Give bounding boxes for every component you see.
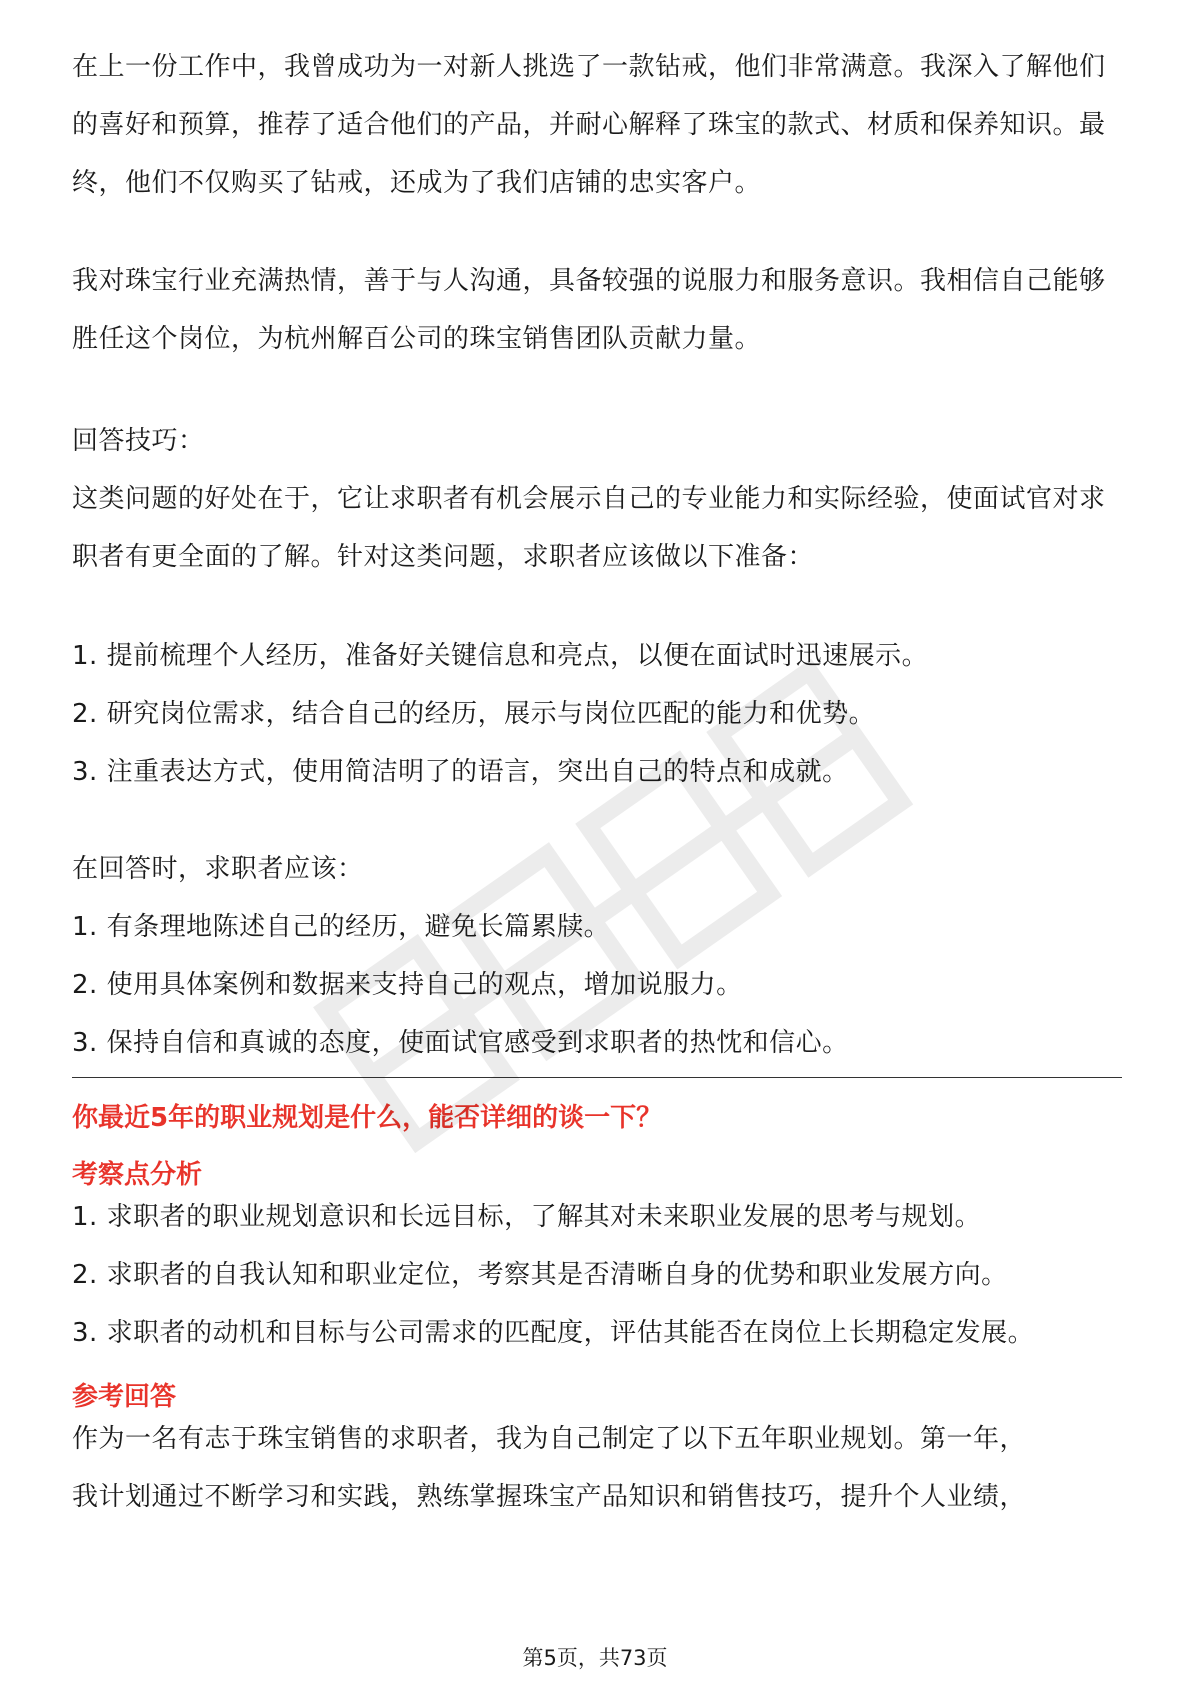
list-item: 2. 研究岗位需求，结合自己的经历，展示与岗位匹配的能力和优势。 xyxy=(72,699,876,729)
tips-heading: 回答技巧： xyxy=(72,426,205,456)
list-item: 1. 提前梳理个人经历，准备好关键信息和亮点，以便在面试时迅速展示。 xyxy=(72,641,929,671)
list-item: 3. 注重表达方式，使用简洁明了的语言，突出自己的特点和成就。 xyxy=(72,757,849,787)
intro-paragraph: 我对珠宝行业充满热情，善于与人沟通，具备较强的说服力和服务意识。我相信自己能够胜任这个岗位，为杭州解百公司的珠宝销售团队贡献力量。 xyxy=(72,266,1106,354)
analysis-list xyxy=(72,1188,1122,1362)
intro-paragraph-2-block xyxy=(72,252,1122,368)
list-item: 3. 求职者的动机和目标与公司需求的匹配度，评估其能否在岗位上长期稳定发展。 xyxy=(72,1318,1035,1348)
intro-paragraph-1-block xyxy=(72,38,1122,212)
analysis-heading: 考察点分析 xyxy=(72,1160,203,1190)
reference-line: 我计划通过不断学习和实践，熟练掌握珠宝产品知识和销售技巧，提升个人业绩， xyxy=(72,1482,1027,1512)
reference-answer xyxy=(72,1410,1122,1526)
document-page xyxy=(72,0,1122,1684)
list-item: 2. 求职者的自我认知和职业定位，考察其是否清晰自身的优势和职业发展方向。 xyxy=(72,1260,1008,1290)
tips-block xyxy=(72,412,1122,586)
reference-line: 作为一名有志于珠宝销售的求职者，我为自己制定了以下五年职业规划。第一年， xyxy=(72,1424,1027,1454)
prep-list xyxy=(72,627,1122,801)
answer-list xyxy=(72,840,1122,1072)
question-title: 你最近5年的职业规划是什么，能否详细的谈一下？ xyxy=(72,1103,663,1133)
list-item: 1. 求职者的职业规划意识和长远目标，了解其对未来职业发展的思考与规划。 xyxy=(72,1202,982,1232)
answer-heading: 在回答时，求职者应该： xyxy=(72,854,364,884)
reference-heading: 参考回答 xyxy=(72,1382,177,1412)
section-divider xyxy=(72,1077,1122,1078)
page-footer: 第5页，共73页 xyxy=(522,1646,668,1670)
list-item: 3. 保持自信和真诚的态度，使面试官感受到求职者的热忱和信心。 xyxy=(72,1028,849,1058)
list-item: 2. 使用具体案例和数据来支持自己的观点，增加说服力。 xyxy=(72,970,743,1000)
list-item: 1. 有条理地陈述自己的经历，避免长篇累牍。 xyxy=(72,912,611,942)
intro-paragraph: 在上一份工作中，我曾成功为一对新人挑选了一款钻戒，他们非常满意。我深入了解他们的喜好和预算，推荐了适合他们的产品，并耐心解释了珠宝的款式、材质和保养知识。最终，他们不仅购买了钻戒，还成为了我们店铺的忠实客户。 xyxy=(72,52,1106,198)
tips-intro: 这类问题的好处在于，它让求职者有机会展示自己的专业能力和实际经验，使面试官对求职者有更全面的了解。针对这类问题，求职者应该做以下准备： xyxy=(72,484,1106,572)
